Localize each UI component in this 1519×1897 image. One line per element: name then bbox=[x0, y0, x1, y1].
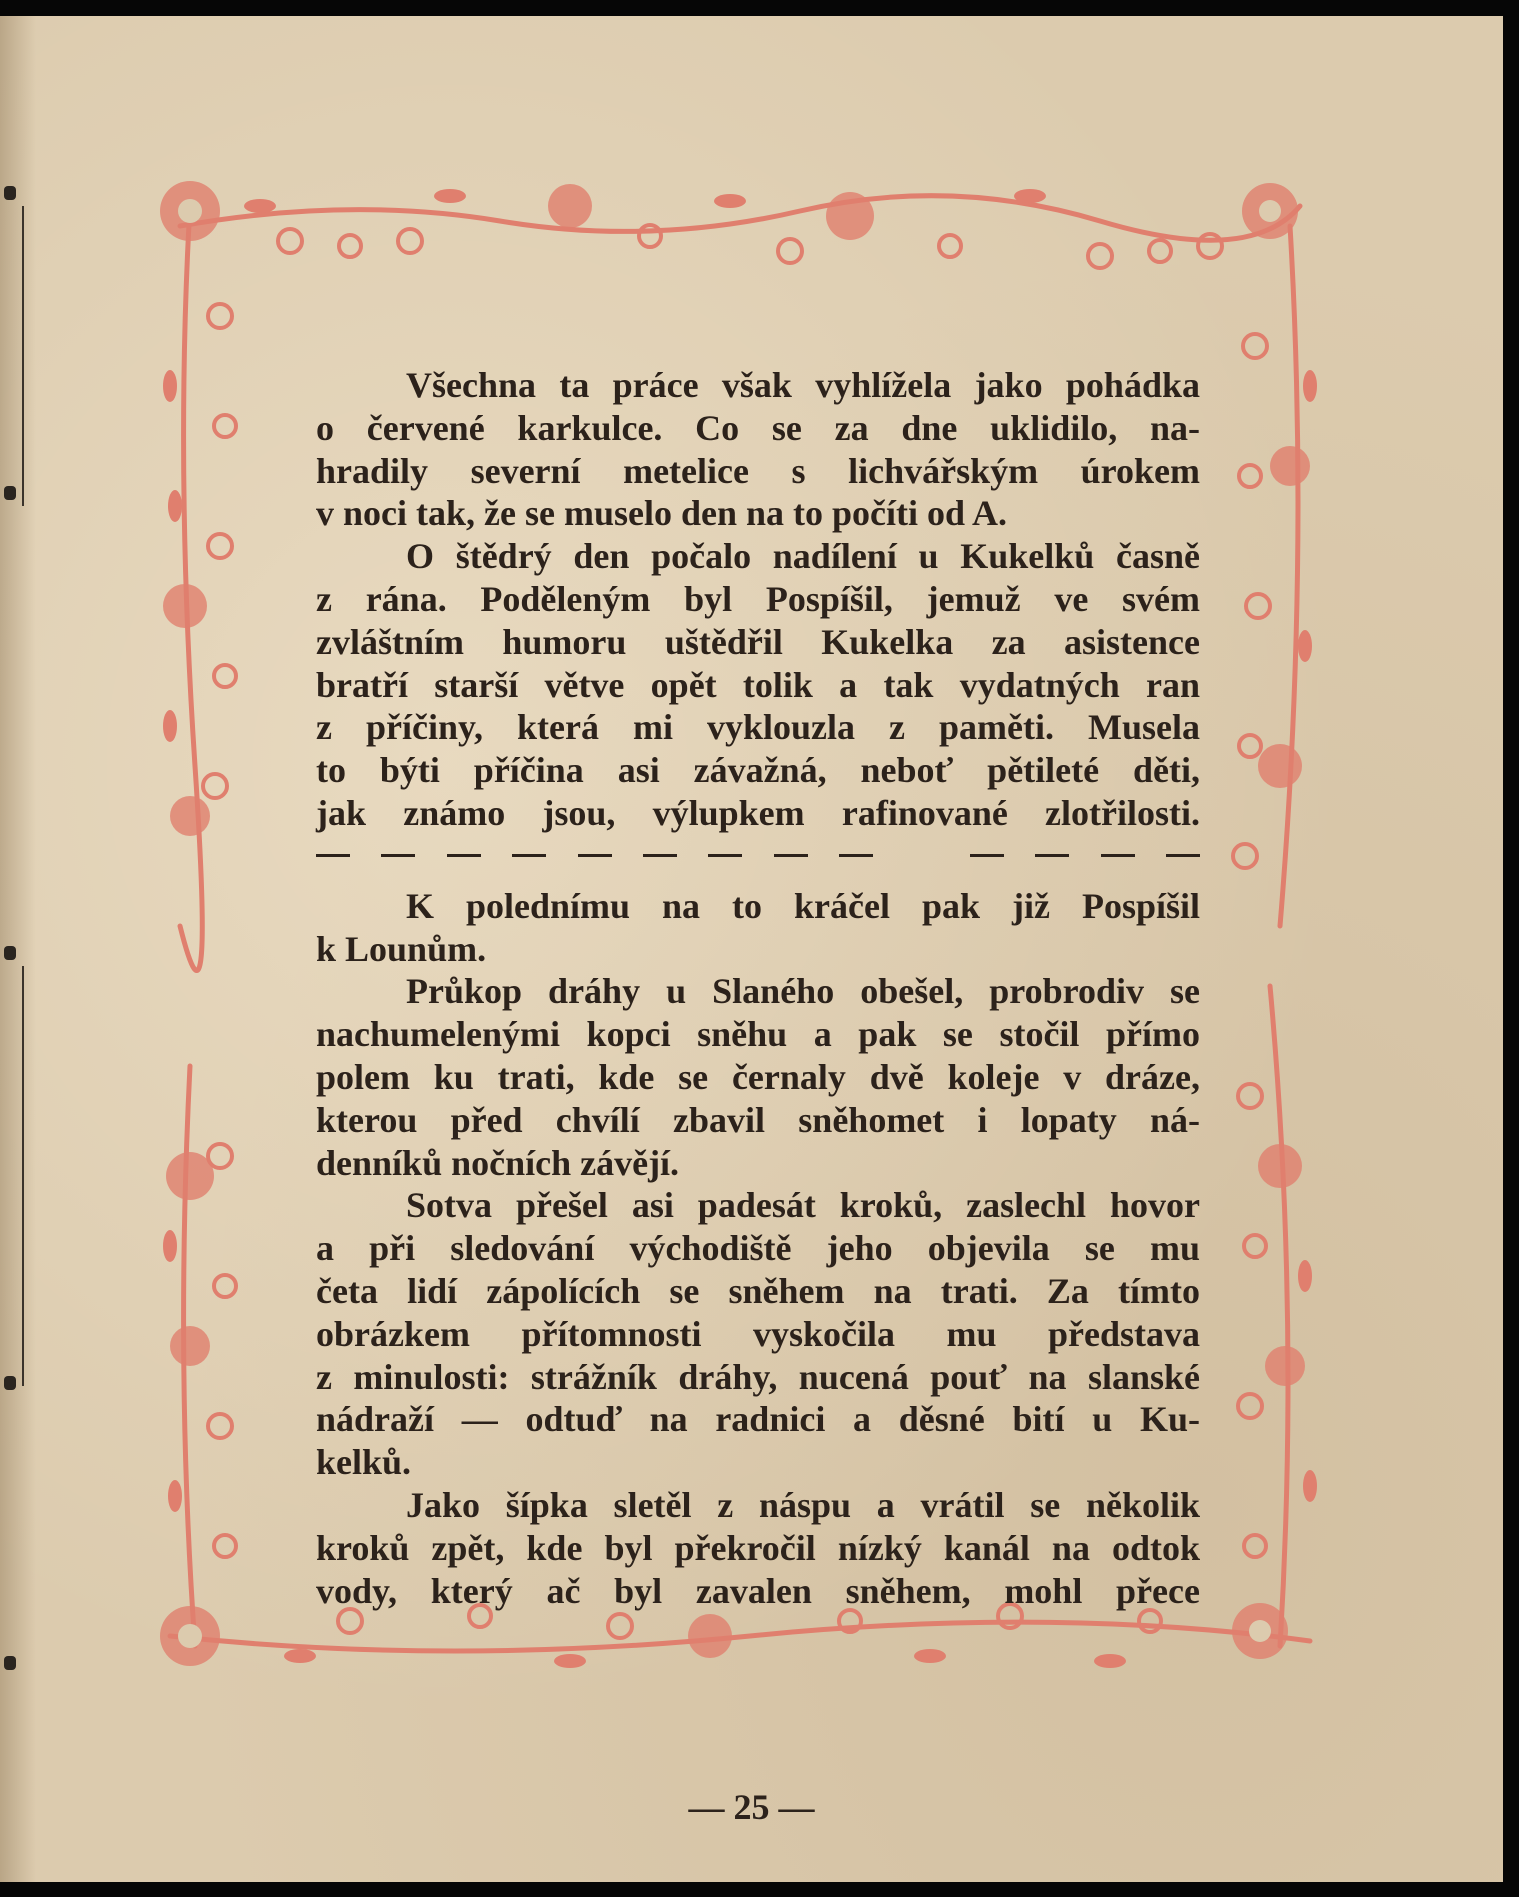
text-line: Průkop dráhy u Slaného obešel, probrodiv se bbox=[406, 971, 1200, 1012]
text-line: vody, který ač byl zavalen sněhem, mohl přece bbox=[316, 1570, 1200, 1611]
binding-stitch bbox=[4, 946, 16, 960]
binding-thread bbox=[22, 966, 24, 1386]
text-line: nádraží — odtuď na radnici a děsné bití u Ku- bbox=[316, 1399, 1200, 1440]
text-line: denníků nočních závějí. bbox=[316, 1142, 680, 1183]
binding-stitch bbox=[4, 186, 16, 200]
text-line: nachumelenými kopci sněhu a pak se stočil přímo bbox=[316, 1014, 1200, 1055]
text-line: O štědrý den počalo nadílení u Kukelků časně bbox=[406, 536, 1200, 577]
text-line: v noci tak, že se muselo den na to počíti od A. bbox=[316, 493, 1008, 534]
text-line: zvláštním humoru uštědřil Kukelka za asistence bbox=[316, 621, 1200, 662]
binding-stitch bbox=[4, 1656, 16, 1670]
text-line: hradily severní metelice s lichvářským úrokem bbox=[316, 450, 1200, 491]
text-line: kterou před chvílí zbavil sněhomet i lopaty ná- bbox=[316, 1099, 1200, 1140]
text-line: kelků. bbox=[316, 1442, 412, 1483]
text-line: a při sledování východiště jeho objevila se mu bbox=[316, 1228, 1200, 1269]
book-page bbox=[0, 16, 1503, 1882]
section-break-dashes bbox=[316, 841, 1200, 871]
binding-stitch bbox=[4, 486, 16, 500]
text-line: kroků zpět, kde byl překročil nízký kanál na odtok bbox=[316, 1527, 1200, 1568]
body-text bbox=[316, 364, 1200, 1612]
text-line: Jako šípka sletěl z náspu a vrátil se několik bbox=[406, 1484, 1200, 1525]
text-line: z rána. Poděleným byl Pospíšil, jemuž ve svém bbox=[316, 578, 1200, 619]
binding-stitch bbox=[4, 1376, 16, 1390]
page-number: — 25 — bbox=[688, 1787, 815, 1827]
text-line: bratří starší větve opět tolik a tak vydatných ran bbox=[316, 664, 1200, 705]
text-line: k Lounům. bbox=[316, 928, 487, 969]
text-line: polem ku trati, kde se černaly dvě koleje v dráze, bbox=[316, 1056, 1200, 1097]
text-line: četa lidí zápolících se sněhem na trati. Za tímto bbox=[316, 1270, 1200, 1311]
text-line: obrázkem přítomnosti vyskočila mu představa bbox=[316, 1313, 1200, 1354]
binding-thread bbox=[22, 206, 24, 506]
text-line: o červené karkulce. Co se za dne uklidilo, na- bbox=[316, 407, 1200, 448]
text-line: Všechna ta práce však vyhlížela jako pohádka bbox=[406, 365, 1200, 405]
text-line: Sotva přešel asi padesát kroků, zaslechl hovor bbox=[406, 1185, 1200, 1226]
text-line: z minulosti: strážník dráhy, nucená pouť na slanské bbox=[316, 1356, 1200, 1397]
text-line: z příčiny, která mi vyklouzla z paměti. Musela bbox=[316, 707, 1200, 748]
text-line: K polednímu na to kráčel pak již Pospíšil bbox=[406, 885, 1200, 926]
text-line: to býti příčina asi závažná, neboť pětileté děti, bbox=[316, 750, 1200, 791]
text-line: jak známo jsou, výlupkem rafinované zlotřilosti. bbox=[316, 792, 1200, 833]
